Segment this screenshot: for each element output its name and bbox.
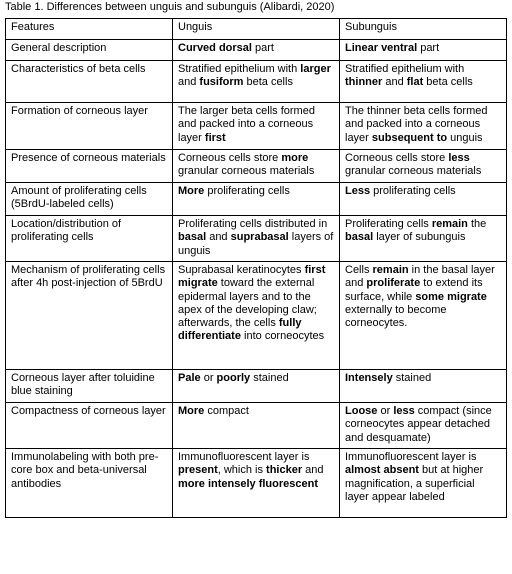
text-run: or bbox=[200, 372, 217, 384]
text-run: stained bbox=[392, 372, 432, 384]
feature-cell: Compactness of corneous layer bbox=[6, 403, 173, 449]
bold-text: suprabasal bbox=[230, 231, 289, 244]
text-run: Corneous cells store bbox=[178, 152, 282, 164]
bold-text: More bbox=[178, 405, 205, 417]
subunguis-cell bbox=[340, 40, 507, 61]
bold-text: Linear ventral bbox=[345, 42, 418, 54]
bold-text: Curved dorsal bbox=[178, 42, 252, 54]
bold-text: basal bbox=[178, 231, 207, 244]
bold-text: fully differentiate bbox=[178, 317, 302, 343]
table-row bbox=[6, 61, 507, 103]
bold-text: Intensely bbox=[345, 372, 393, 384]
unguis-cell bbox=[173, 370, 340, 403]
table-row bbox=[6, 40, 507, 61]
feature-cell: Formation of corneous layer bbox=[6, 103, 173, 150]
text-run: part bbox=[251, 42, 274, 54]
text-run: to extend its surface, while bbox=[345, 277, 483, 303]
feature-cell: General description bbox=[6, 40, 173, 61]
unguis-cell bbox=[173, 103, 340, 150]
subunguis-cell bbox=[340, 449, 507, 518]
text-run: part bbox=[417, 42, 440, 54]
subunguis-cell bbox=[340, 370, 507, 403]
text-run: Stratified epithelium with bbox=[345, 63, 465, 75]
text-run: Immunofluorescent layer is bbox=[178, 451, 310, 463]
table-row bbox=[6, 262, 507, 370]
text-run: and bbox=[302, 464, 324, 477]
header-subunguis: Subunguis bbox=[340, 19, 507, 40]
unguis-cell bbox=[173, 262, 340, 370]
text-run: the bbox=[467, 218, 487, 230]
unguis-cell bbox=[173, 150, 340, 183]
table-row bbox=[6, 103, 507, 150]
bold-text: larger bbox=[300, 63, 331, 75]
bold-text: almost absent bbox=[345, 464, 419, 477]
feature-cell: Amount of proliferating cells (5BrdU-labeled cells) bbox=[6, 183, 173, 216]
bold-text: first bbox=[204, 131, 226, 144]
subunguis-cell bbox=[340, 262, 507, 370]
unguis-cell bbox=[173, 403, 340, 449]
text-run: compact (since corneocytes appear detached and desquamate) bbox=[345, 405, 492, 444]
table-row bbox=[6, 216, 507, 262]
text-run: proliferating cells bbox=[204, 185, 290, 197]
text-run: Corneous cells store bbox=[345, 152, 449, 164]
text-run: Proliferating cells distributed in bbox=[178, 218, 328, 230]
text-run: granular corneous materials bbox=[178, 165, 315, 178]
text-run: layer of subunguis bbox=[373, 231, 466, 244]
text-run: and bbox=[178, 76, 200, 89]
bold-text: Less bbox=[345, 185, 371, 197]
text-run: Proliferating cells bbox=[345, 218, 432, 230]
bold-text: subsequent to bbox=[371, 131, 448, 144]
text-run: Cells bbox=[345, 264, 373, 276]
text-run: but at higher magnification, a superficial layer appear labeled bbox=[345, 464, 484, 503]
table-row bbox=[6, 403, 507, 449]
text-run: and bbox=[206, 231, 231, 244]
text-run: granular corneous materials bbox=[345, 165, 482, 178]
text-run: , which is bbox=[217, 464, 267, 477]
feature-cell: Location/distribution of proliferating cells bbox=[6, 216, 173, 262]
text-run: in the basal layer and bbox=[345, 264, 495, 290]
text-run: compact bbox=[204, 405, 249, 417]
unguis-cell bbox=[173, 61, 340, 103]
subunguis-cell bbox=[340, 61, 507, 103]
text-run: Immunofluorescent layer is bbox=[345, 451, 477, 463]
subunguis-cell bbox=[340, 103, 507, 150]
unguis-cell bbox=[173, 183, 340, 216]
bold-text: first migrate bbox=[178, 264, 326, 290]
text-run: and bbox=[382, 76, 407, 89]
text-run: beta cells bbox=[243, 76, 293, 89]
comparison-table bbox=[5, 18, 507, 518]
text-run: stained bbox=[250, 372, 289, 384]
bold-text: more intensely fluorescent bbox=[178, 477, 318, 490]
feature-cell: Immunolabeling with both pre-core box and beta-universal antibodies bbox=[6, 449, 173, 518]
text-run: The larger beta cells formed and packed into a corneous layer bbox=[178, 105, 315, 144]
bold-text: present bbox=[178, 464, 218, 477]
subunguis-cell bbox=[340, 183, 507, 216]
bold-text: thicker bbox=[266, 464, 303, 477]
table-row bbox=[6, 449, 507, 518]
bold-text: remain bbox=[431, 218, 468, 230]
bold-text: proliferate bbox=[366, 277, 421, 290]
bold-text: less bbox=[393, 405, 415, 417]
text-run: externally to become corneocytes. bbox=[345, 303, 447, 330]
table-row bbox=[6, 183, 507, 216]
text-run: or bbox=[377, 405, 394, 417]
table-row bbox=[6, 150, 507, 183]
bold-text: More bbox=[178, 185, 205, 197]
feature-cell: Presence of corneous materials bbox=[6, 150, 173, 183]
bold-text: basal bbox=[345, 231, 374, 244]
feature-cell: Characteristics of beta cells bbox=[6, 61, 173, 103]
bold-text: remain bbox=[372, 264, 409, 276]
table-header-row bbox=[6, 19, 507, 40]
feature-cell: Corneous layer after toluidine blue staining bbox=[6, 370, 173, 403]
text-run: into corneocytes bbox=[240, 330, 325, 343]
table-caption: Table 1. Differences between unguis and subunguis (Alibardi, 2020) bbox=[5, 1, 335, 13]
bold-text: more bbox=[281, 152, 309, 164]
bold-text: Loose bbox=[345, 405, 378, 417]
bold-text: less bbox=[448, 152, 470, 164]
text-run: beta cells bbox=[423, 76, 473, 89]
bold-text: flat bbox=[406, 76, 424, 89]
header-unguis: Unguis bbox=[173, 19, 340, 40]
bold-text: some migrate bbox=[415, 290, 487, 303]
table-body bbox=[6, 40, 507, 518]
header-features: Features bbox=[6, 19, 173, 40]
subunguis-cell bbox=[340, 403, 507, 449]
text-run: Stratified epithelium with bbox=[178, 63, 301, 75]
bold-text: poorly bbox=[216, 372, 251, 384]
unguis-cell bbox=[173, 40, 340, 61]
unguis-cell bbox=[173, 449, 340, 518]
text-run: The thinner beta cells formed and packed into a corneous layer bbox=[345, 105, 488, 144]
text-run: unguis bbox=[447, 131, 483, 144]
bold-text: fusiform bbox=[199, 76, 244, 89]
text-run: Suprabasal keratinocytes bbox=[178, 264, 305, 276]
table-row bbox=[6, 370, 507, 403]
feature-cell: Mechanism of proliferating cells after 4h post-injection of 5BrdU bbox=[6, 262, 173, 370]
text-run: proliferating cells bbox=[370, 185, 456, 197]
text-run: toward the external epidermal layers and to the apex of the developing claw; afterwards, the cells bbox=[178, 277, 317, 330]
subunguis-cell bbox=[340, 216, 507, 262]
text-run: layers of unguis bbox=[178, 231, 334, 257]
bold-text: thinner bbox=[345, 76, 383, 89]
unguis-cell bbox=[173, 216, 340, 262]
subunguis-cell bbox=[340, 150, 507, 183]
bold-text: Pale bbox=[178, 372, 201, 384]
